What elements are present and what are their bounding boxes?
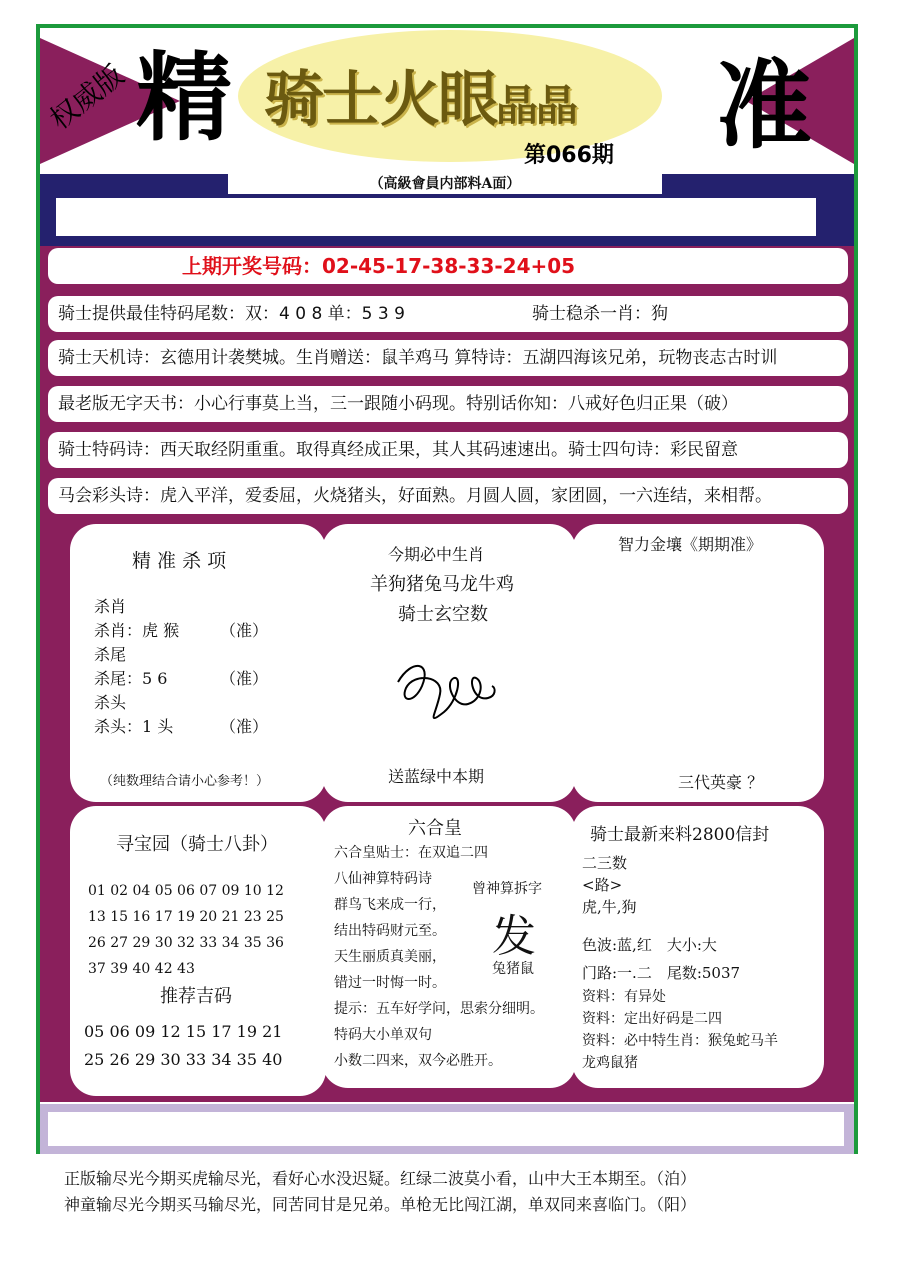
tail-row <box>48 296 848 332</box>
kill-card <box>70 524 326 802</box>
kill-l3: 杀尾 <box>94 645 127 664</box>
liuhe-title: 六合皇 <box>408 818 462 839</box>
kill-l6: 杀头：1 头 <box>94 717 174 736</box>
char-zhun: 准 <box>716 49 812 162</box>
news-l8: 资料：必中特生肖：猴兔蛇马羊 <box>582 1033 778 1049</box>
treasure-row: 37 39 40 42 43 <box>88 961 195 977</box>
kill-l2-mark: （准） <box>220 621 269 640</box>
treasure-row: 26 27 29 30 32 33 34 35 36 <box>88 935 284 951</box>
recommend-title: 推荐吉码 <box>160 986 232 1007</box>
char-jing: 精 <box>136 41 232 154</box>
subtitle: （高級會員内部料A面） <box>228 174 662 194</box>
handwritten-signature <box>392 652 502 732</box>
news-l7: 资料：定出好码是二四 <box>582 1011 722 1027</box>
kill-note: （纯数理结合请小心参考！） <box>100 774 270 789</box>
lower-blank <box>48 1112 844 1146</box>
chaizi-bottom: 兔猪鼠 <box>492 961 534 977</box>
kill-l1: 杀肖 <box>94 597 127 616</box>
mahui-text: 马会彩头诗：虎入平洋，爱委屈，火烧猪头，好面熟。月圆人圆，家团圆，一六连结，来相帮。 <box>58 486 772 506</box>
header-banner <box>40 28 854 174</box>
zodiac-l2: 羊狗猪兔马龙牛鸡 <box>370 574 514 595</box>
news-l4: 色波:蓝,红 大小:大 <box>582 936 717 954</box>
news-card <box>572 806 824 1088</box>
kill-l4-mark: （准） <box>220 669 269 688</box>
zodiac-bottom: 送蓝绿中本期 <box>388 767 485 786</box>
issue-number: 第066期 <box>524 143 614 168</box>
liuhe-l1: 六合皇贴士：在双追二四 <box>334 845 488 861</box>
news-l2: <路> <box>582 876 623 894</box>
last-draw-numbers: 上期开奖号码：02-45-17-38-33-24+05 <box>182 254 576 278</box>
kill-l6-mark: （准） <box>220 717 269 736</box>
treasure-title: 寻宝园（骑士八卦） <box>116 834 278 855</box>
wisdom-title: 智力金壤《期期准》 <box>618 535 763 554</box>
news-l1: 二三数 <box>582 854 628 872</box>
recommend-row: 25 26 29 30 33 34 35 40 <box>84 1050 283 1069</box>
chaizi-title: 曾神算拆字 <box>472 881 542 897</box>
page-title <box>264 65 577 135</box>
title-main-text: 骑士火眼 <box>264 65 496 135</box>
authority-badge: 权威版 <box>43 58 131 137</box>
kill-one-text: 骑士稳杀一肖：狗 <box>532 304 668 324</box>
footer-line-1: 正版输尽光今期买虎输尽光，看好心水没迟疑。红绿二波莫小看，山中大王本期至。（泊） <box>64 1169 697 1188</box>
liuhe-card <box>322 806 576 1088</box>
news-l5: 门路:一.二 尾数:5037 <box>582 964 741 982</box>
wuzi-row <box>48 386 848 422</box>
news-title: 骑士最新来料2800信封 <box>590 825 770 845</box>
treasure-row: 13 15 16 17 19 20 21 23 25 <box>88 909 284 925</box>
kill-title: 精 准 杀 项 <box>132 550 227 572</box>
liuhe-l6: 错过一时悔一时。 <box>334 975 446 991</box>
news-l6: 资料：有异处 <box>582 989 666 1005</box>
last-draw-row <box>48 248 848 284</box>
liuhe-l3: 群鸟飞来成一行， <box>334 897 446 913</box>
liuhe-l7: 提示：五车好学问，思索分细明。 <box>334 1001 544 1017</box>
tema-text: 骑士特码诗：西天取经阴重重。取得真经成正果，其人其码速速出。骑士四句诗：彩民留意 <box>58 440 738 460</box>
treasure-numbers <box>88 878 284 982</box>
blank-bar <box>56 198 816 236</box>
kill-l2: 杀肖：虎 猴 <box>94 621 180 640</box>
zodiac-l1: 今期必中生肖 <box>388 545 485 564</box>
chaizi-big-char: 发 <box>492 911 536 962</box>
title-small-text: 晶晶 <box>496 81 577 130</box>
mahui-row <box>48 478 848 514</box>
kill-l4: 杀尾：5 6 <box>94 669 168 688</box>
wisdom-card <box>572 524 824 802</box>
liuhe-l2: 八仙神算特码诗 <box>334 871 432 887</box>
tema-row <box>48 432 848 468</box>
treasure-row: 01 02 04 05 06 07 09 10 12 <box>88 883 284 899</box>
liuhe-l9: 小数二四来，双今必胜开。 <box>334 1053 502 1069</box>
liuhe-l5: 天生丽质真美丽， <box>334 949 446 965</box>
tianji-text: 骑士天机诗：玄德用计袭樊城。生肖赠送：鼠羊鸡马 算特诗：五湖四海该兄弟，玩物丧志古时训 <box>58 348 778 368</box>
kill-l5: 杀头 <box>94 693 127 712</box>
news-l9: 龙鸡鼠猪 <box>582 1055 638 1071</box>
recommend-numbers <box>84 1018 282 1074</box>
tail-text: 骑士提供最佳特码尾数：双：4 0 8 单：5 3 9 <box>58 304 405 324</box>
footer-line-2: 神童输尽光今期买马输尽光，同苦同甘是兄弟。单枪无比闯江湖，单双同来喜临门。（阳） <box>64 1195 697 1214</box>
wisdom-bottom: 三代英豪 ？ <box>678 773 764 792</box>
zodiac-card <box>322 524 576 802</box>
news-l3: 虎,牛,狗 <box>582 898 637 916</box>
recommend-row: 05 06 09 12 15 17 19 21 <box>84 1022 283 1041</box>
zodiac-l3: 骑士玄空数 <box>398 604 488 625</box>
wuzi-text: 最老版无字天书：小心行事莫上当，三一跟随小码现。特别话你知：八戒好色归正果（破） <box>58 394 738 414</box>
liuhe-l4: 结出特码财元至。 <box>334 923 446 939</box>
tianji-row <box>48 340 848 376</box>
liuhe-l8: 特码大小单双句 <box>334 1027 432 1043</box>
